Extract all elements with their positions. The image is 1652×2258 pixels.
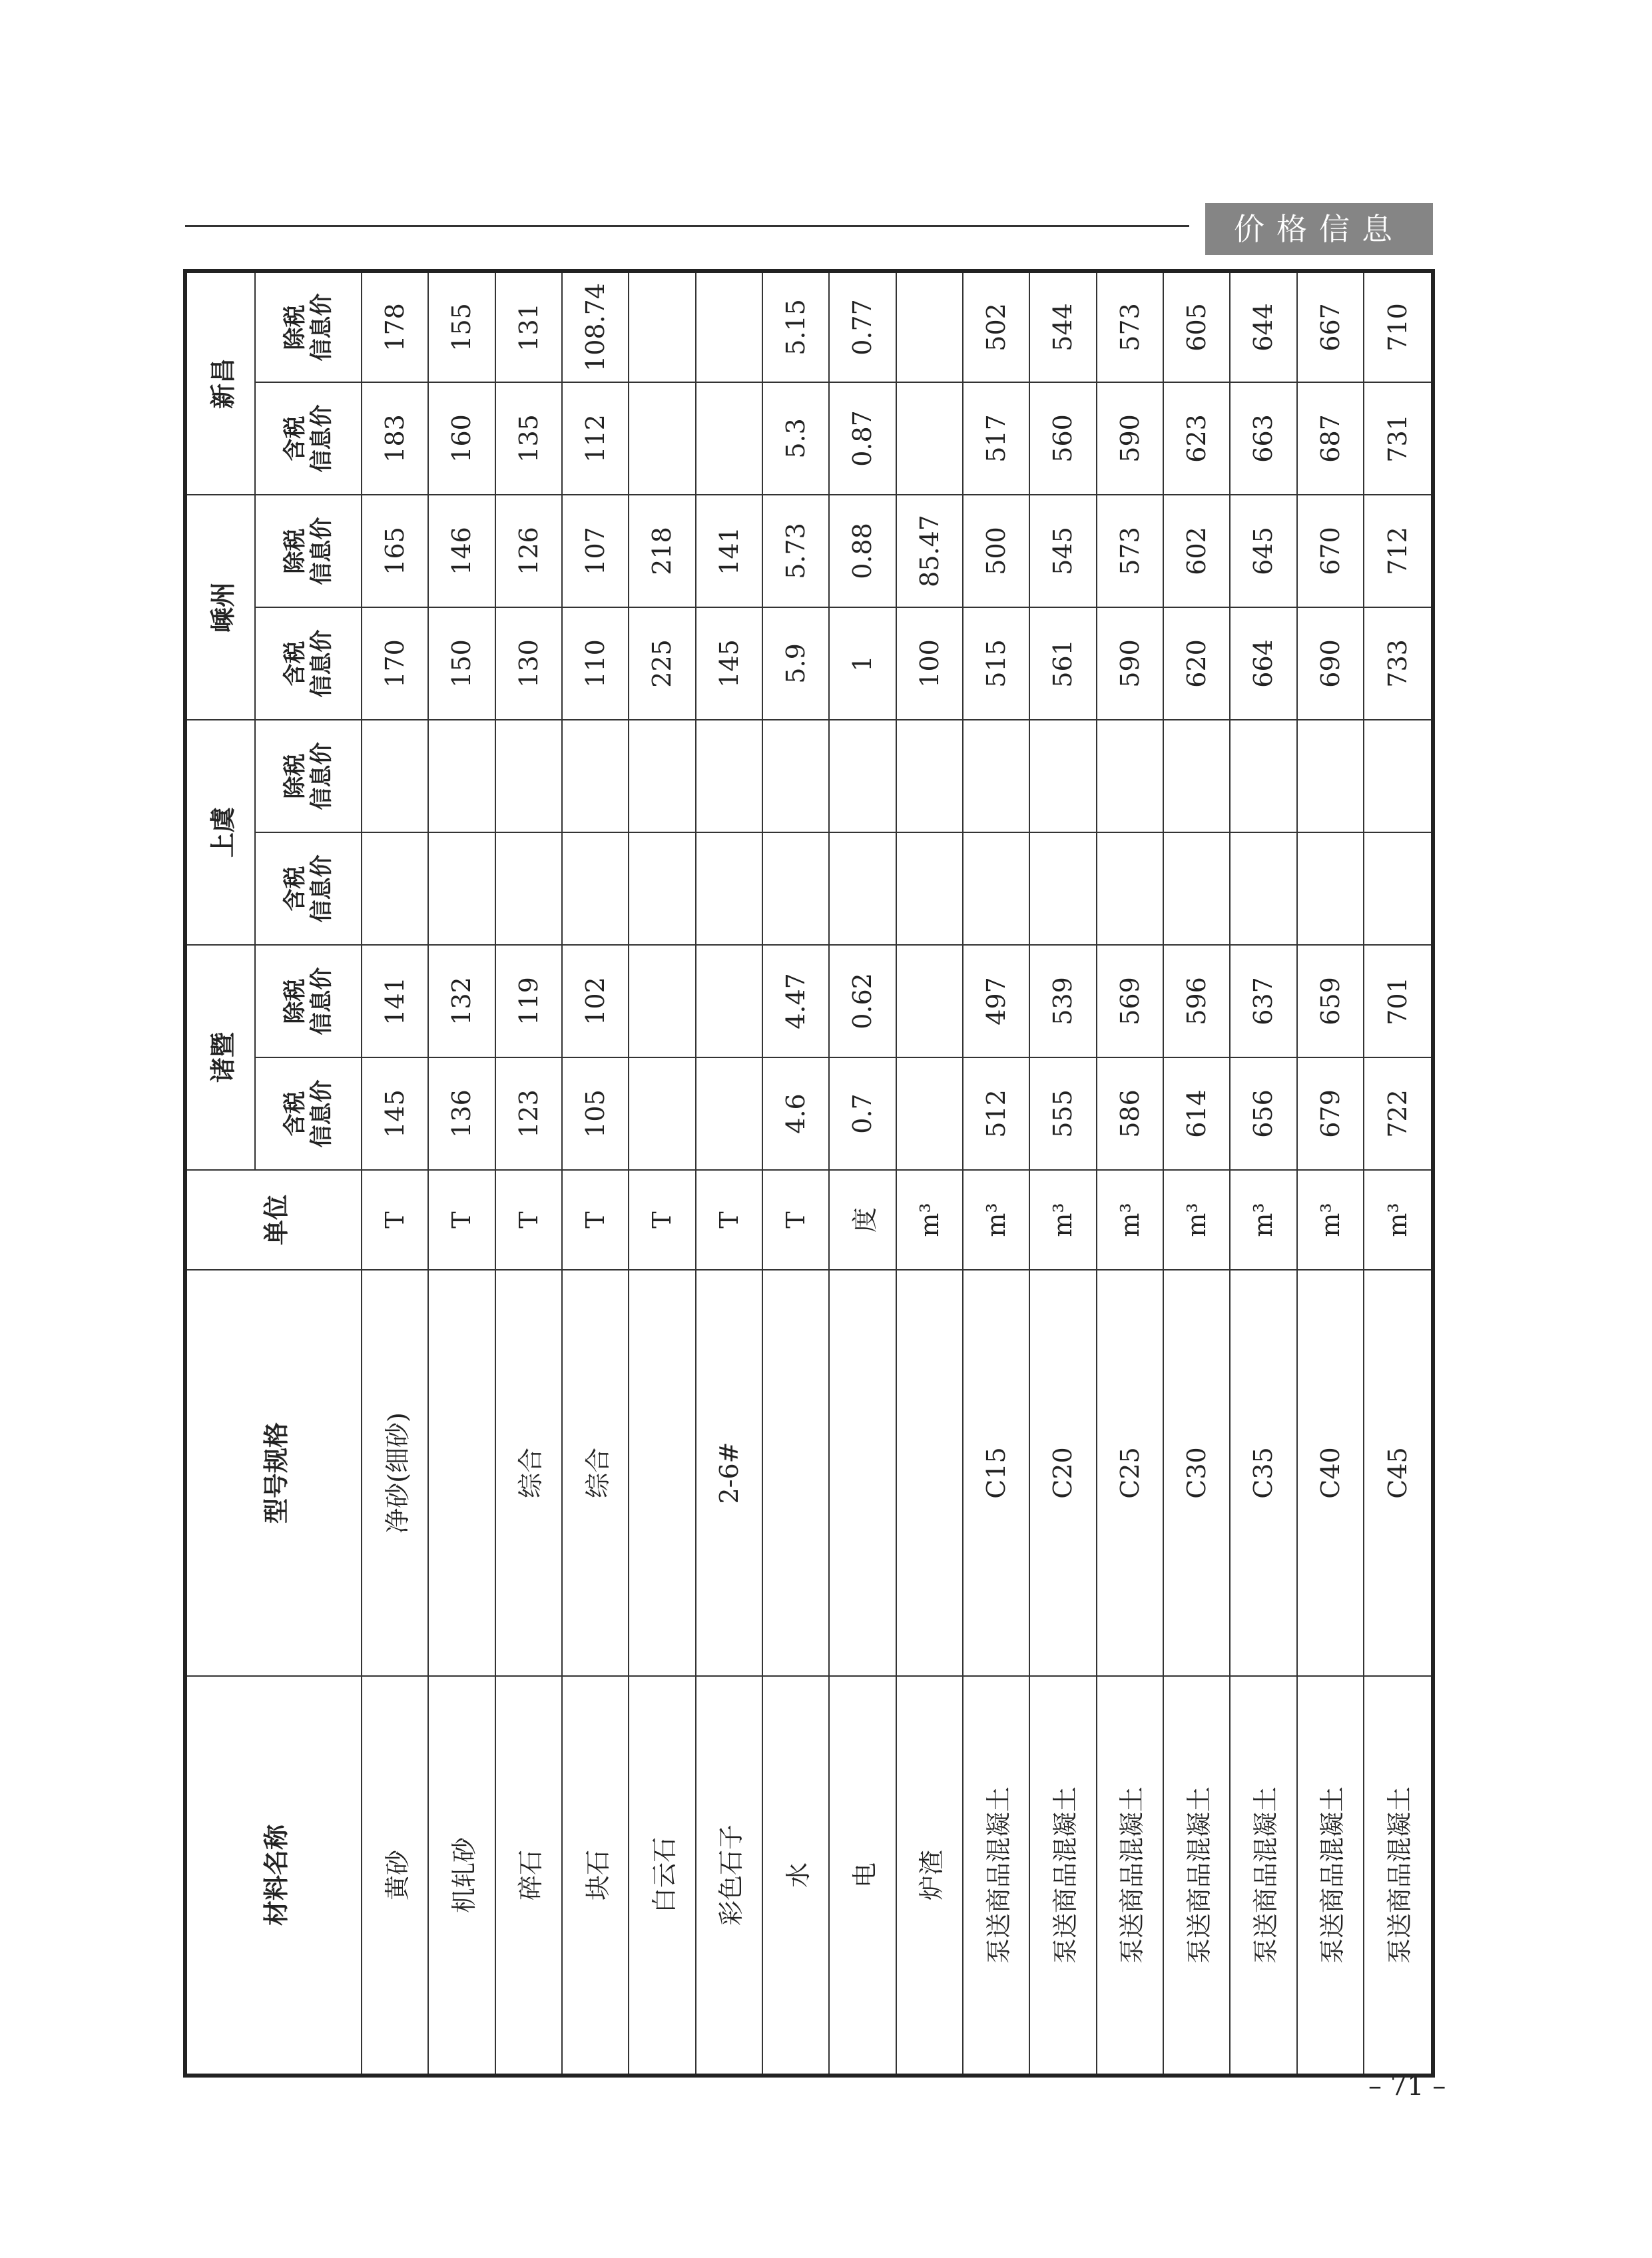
cell-price: 145 bbox=[696, 607, 762, 720]
cell-price: 131 bbox=[495, 271, 562, 382]
header-tax-incl: 含税 信息价 bbox=[255, 832, 362, 945]
cell-price: 512 bbox=[963, 1057, 1029, 1170]
cell-price bbox=[428, 832, 495, 945]
table-row bbox=[829, 271, 896, 2076]
cell-unit: T bbox=[428, 1170, 495, 1270]
cell-material-name: 泵送商品混凝土 bbox=[1097, 1676, 1163, 2076]
table-row bbox=[428, 271, 495, 2076]
cell-spec bbox=[762, 1270, 829, 1676]
cell-material-name: 水 bbox=[762, 1676, 829, 2076]
cell-price: 659 bbox=[1297, 945, 1364, 1057]
cell-spec: C45 bbox=[1364, 1270, 1433, 1676]
cell-price bbox=[963, 832, 1029, 945]
cell-price bbox=[829, 720, 896, 832]
cell-unit: 度 bbox=[829, 1170, 896, 1270]
cell-price: 679 bbox=[1297, 1057, 1364, 1170]
cell-price: 5.9 bbox=[762, 607, 829, 720]
cell-price: 85.47 bbox=[896, 495, 963, 607]
cell-price: 5.3 bbox=[762, 382, 829, 495]
cell-material-name: 白云石 bbox=[629, 1676, 695, 2076]
cell-unit: T bbox=[696, 1170, 762, 1270]
cell-price bbox=[1230, 832, 1296, 945]
cell-material-name: 泵送商品混凝土 bbox=[1029, 1676, 1096, 2076]
cell-unit: T bbox=[495, 1170, 562, 1270]
cell-price: 4.47 bbox=[762, 945, 829, 1057]
table-row bbox=[1097, 271, 1163, 2076]
cell-price: 150 bbox=[428, 607, 495, 720]
header-region-xinchang: 新昌 bbox=[185, 271, 255, 495]
table-row bbox=[495, 271, 562, 2076]
header-region-zhuji: 诸暨 bbox=[185, 945, 255, 1170]
table-row bbox=[562, 271, 629, 2076]
cell-price: 731 bbox=[1364, 382, 1433, 495]
cell-price bbox=[696, 945, 762, 1057]
cell-price bbox=[629, 382, 695, 495]
cell-price: 733 bbox=[1364, 607, 1433, 720]
cell-price: 656 bbox=[1230, 1057, 1296, 1170]
cell-price bbox=[562, 832, 629, 945]
cell-price: 573 bbox=[1097, 495, 1163, 607]
cell-price: 667 bbox=[1297, 271, 1364, 382]
cell-price: 100 bbox=[896, 607, 963, 720]
cell-price bbox=[896, 945, 963, 1057]
cell-price: 590 bbox=[1097, 382, 1163, 495]
cell-unit: T bbox=[762, 1170, 829, 1270]
cell-price: 141 bbox=[362, 945, 428, 1057]
cell-price: 135 bbox=[495, 382, 562, 495]
cell-price: 517 bbox=[963, 382, 1029, 495]
cell-spec bbox=[896, 1270, 963, 1676]
cell-price: 170 bbox=[362, 607, 428, 720]
cell-price: 145 bbox=[362, 1057, 428, 1170]
cell-price: 155 bbox=[428, 271, 495, 382]
cell-price: 573 bbox=[1097, 271, 1163, 382]
cell-price: 701 bbox=[1364, 945, 1433, 1057]
cell-unit: m³ bbox=[1097, 1170, 1163, 1270]
table-row bbox=[963, 271, 1029, 2076]
cell-spec bbox=[629, 1270, 695, 1676]
cell-price: 5.73 bbox=[762, 495, 829, 607]
cell-price bbox=[629, 720, 695, 832]
cell-price bbox=[762, 720, 829, 832]
table-row bbox=[696, 271, 762, 2076]
price-table-body bbox=[362, 271, 1433, 2076]
header-region-shangyu: 上虞 bbox=[185, 720, 255, 945]
cell-unit: m³ bbox=[1230, 1170, 1296, 1270]
cell-price bbox=[1364, 832, 1433, 945]
cell-unit: m³ bbox=[1364, 1170, 1433, 1270]
cell-price bbox=[696, 720, 762, 832]
cell-price: 183 bbox=[362, 382, 428, 495]
cell-price: 146 bbox=[428, 495, 495, 607]
cell-unit: m³ bbox=[1297, 1170, 1364, 1270]
price-table-frame bbox=[183, 273, 1435, 2078]
cell-material-name: 彩色石子 bbox=[696, 1676, 762, 2076]
cell-price: 107 bbox=[562, 495, 629, 607]
cell-material-name: 泵送商品混凝土 bbox=[1297, 1676, 1364, 2076]
cell-price: 0.87 bbox=[829, 382, 896, 495]
header-spec: 型号规格 bbox=[185, 1270, 362, 1676]
cell-price bbox=[629, 1057, 695, 1170]
cell-price: 560 bbox=[1029, 382, 1096, 495]
cell-price bbox=[562, 720, 629, 832]
cell-price: 545 bbox=[1029, 495, 1096, 607]
header-tax-excl: 除税 信息价 bbox=[255, 271, 362, 382]
cell-price: 515 bbox=[963, 607, 1029, 720]
cell-material-name: 黄砂 bbox=[362, 1676, 428, 2076]
cell-price bbox=[1364, 720, 1433, 832]
table-row bbox=[762, 271, 829, 2076]
cell-price bbox=[362, 832, 428, 945]
cell-price bbox=[696, 1057, 762, 1170]
header-tax-excl: 除税 信息价 bbox=[255, 495, 362, 607]
cell-price bbox=[1029, 720, 1096, 832]
cell-material-name: 泵送商品混凝土 bbox=[963, 1676, 1029, 2076]
cell-material-name: 机轧砂 bbox=[428, 1676, 495, 2076]
cell-price: 5.15 bbox=[762, 271, 829, 382]
cell-price bbox=[829, 832, 896, 945]
cell-price: 644 bbox=[1230, 271, 1296, 382]
cell-price: 0.88 bbox=[829, 495, 896, 607]
cell-price bbox=[495, 832, 562, 945]
cell-unit: T bbox=[562, 1170, 629, 1270]
cell-price bbox=[1163, 832, 1230, 945]
cell-price: 544 bbox=[1029, 271, 1096, 382]
cell-spec: C20 bbox=[1029, 1270, 1096, 1676]
cell-price bbox=[629, 832, 695, 945]
table-row bbox=[629, 271, 695, 2076]
cell-price: 0.7 bbox=[829, 1057, 896, 1170]
cell-price: 136 bbox=[428, 1057, 495, 1170]
cell-price: 710 bbox=[1364, 271, 1433, 382]
cell-spec: C30 bbox=[1163, 1270, 1230, 1676]
cell-price: 637 bbox=[1230, 945, 1296, 1057]
cell-price: 645 bbox=[1230, 495, 1296, 607]
cell-price: 620 bbox=[1163, 607, 1230, 720]
header-rule bbox=[185, 225, 1189, 227]
cell-price: 614 bbox=[1163, 1057, 1230, 1170]
header-tax-incl: 含税 信息价 bbox=[255, 607, 362, 720]
cell-price bbox=[1230, 720, 1296, 832]
cell-price bbox=[428, 720, 495, 832]
cell-price bbox=[896, 271, 963, 382]
table-row bbox=[1163, 271, 1230, 2076]
cell-price: 141 bbox=[696, 495, 762, 607]
header-unit: 单位 bbox=[185, 1170, 362, 1270]
cell-price: 108.74 bbox=[562, 271, 629, 382]
cell-price: 1 bbox=[829, 607, 896, 720]
cell-price: 110 bbox=[562, 607, 629, 720]
cell-price: 690 bbox=[1297, 607, 1364, 720]
cell-price bbox=[362, 720, 428, 832]
cell-price bbox=[696, 832, 762, 945]
cell-unit: T bbox=[629, 1170, 695, 1270]
cell-price: 0.62 bbox=[829, 945, 896, 1057]
table-row bbox=[1297, 271, 1364, 2076]
cell-spec bbox=[428, 1270, 495, 1676]
cell-price: 712 bbox=[1364, 495, 1433, 607]
cell-price: 132 bbox=[428, 945, 495, 1057]
cell-spec bbox=[829, 1270, 896, 1676]
cell-price bbox=[696, 271, 762, 382]
cell-price bbox=[1097, 832, 1163, 945]
cell-price bbox=[1097, 720, 1163, 832]
table-row bbox=[1029, 271, 1096, 2076]
table-row bbox=[362, 271, 428, 2076]
cell-price bbox=[1297, 720, 1364, 832]
table-row bbox=[1230, 271, 1296, 2076]
cell-price bbox=[896, 382, 963, 495]
header-tax-excl: 除税 信息价 bbox=[255, 720, 362, 832]
cell-price: 602 bbox=[1163, 495, 1230, 607]
cell-spec: 2-6# bbox=[696, 1270, 762, 1676]
cell-price: 119 bbox=[495, 945, 562, 1057]
header-tax-incl: 含税 信息价 bbox=[255, 382, 362, 495]
cell-spec: C40 bbox=[1297, 1270, 1364, 1676]
cell-price: 497 bbox=[963, 945, 1029, 1057]
cell-price: 102 bbox=[562, 945, 629, 1057]
cell-price: 130 bbox=[495, 607, 562, 720]
cell-price: 539 bbox=[1029, 945, 1096, 1057]
cell-price: 225 bbox=[629, 607, 695, 720]
header-tax-excl: 除税 信息价 bbox=[255, 945, 362, 1057]
cell-unit: T bbox=[362, 1170, 428, 1270]
cell-unit: m³ bbox=[896, 1170, 963, 1270]
cell-price: 165 bbox=[362, 495, 428, 607]
cell-price: 670 bbox=[1297, 495, 1364, 607]
cell-price bbox=[495, 720, 562, 832]
cell-price: 722 bbox=[1364, 1057, 1433, 1170]
section-title: 价格信息 bbox=[1205, 203, 1433, 255]
header-tax-incl: 含税 信息价 bbox=[255, 1057, 362, 1170]
cell-material-name: 电 bbox=[829, 1676, 896, 2076]
cell-price: 178 bbox=[362, 271, 428, 382]
cell-spec: 净砂(细砂) bbox=[362, 1270, 428, 1676]
table-row bbox=[896, 271, 963, 2076]
cell-price: 663 bbox=[1230, 382, 1296, 495]
cell-price: 0.77 bbox=[829, 271, 896, 382]
price-table bbox=[183, 269, 1435, 2078]
cell-unit: m³ bbox=[1029, 1170, 1096, 1270]
cell-price: 596 bbox=[1163, 945, 1230, 1057]
cell-material-name: 泵送商品混凝土 bbox=[1230, 1676, 1296, 2076]
cell-price: 664 bbox=[1230, 607, 1296, 720]
cell-spec: C35 bbox=[1230, 1270, 1296, 1676]
page-number: – 71 – bbox=[1368, 2071, 1446, 2102]
cell-price bbox=[629, 945, 695, 1057]
cell-price: 126 bbox=[495, 495, 562, 607]
cell-price: 569 bbox=[1097, 945, 1163, 1057]
cell-price bbox=[1029, 832, 1096, 945]
cell-price bbox=[896, 1057, 963, 1170]
cell-price: 500 bbox=[963, 495, 1029, 607]
cell-spec: C25 bbox=[1097, 1270, 1163, 1676]
cell-price: 623 bbox=[1163, 382, 1230, 495]
cell-price bbox=[896, 720, 963, 832]
cell-material-name: 炉渣 bbox=[896, 1676, 963, 2076]
cell-price bbox=[696, 382, 762, 495]
cell-price bbox=[963, 720, 1029, 832]
cell-price: 123 bbox=[495, 1057, 562, 1170]
cell-material-name: 泵送商品混凝土 bbox=[1364, 1676, 1433, 2076]
cell-spec: 综合 bbox=[562, 1270, 629, 1676]
cell-price bbox=[1297, 832, 1364, 945]
cell-unit: m³ bbox=[1163, 1170, 1230, 1270]
cell-spec: C15 bbox=[963, 1270, 1029, 1676]
cell-price: 112 bbox=[562, 382, 629, 495]
cell-price: 4.6 bbox=[762, 1057, 829, 1170]
cell-material-name: 泵送商品混凝土 bbox=[1163, 1676, 1230, 2076]
cell-price: 590 bbox=[1097, 607, 1163, 720]
header-material: 材料名称 bbox=[185, 1676, 362, 2076]
cell-price: 160 bbox=[428, 382, 495, 495]
cell-spec: 综合 bbox=[495, 1270, 562, 1676]
table-row bbox=[1364, 271, 1433, 2076]
cell-price: 555 bbox=[1029, 1057, 1096, 1170]
cell-price bbox=[1163, 720, 1230, 832]
cell-material-name: 块石 bbox=[562, 1676, 629, 2076]
cell-price bbox=[629, 271, 695, 382]
cell-price: 605 bbox=[1163, 271, 1230, 382]
header-region-shengzhou: 嵊州 bbox=[185, 495, 255, 720]
cell-price: 502 bbox=[963, 271, 1029, 382]
cell-price: 105 bbox=[562, 1057, 629, 1170]
cell-price: 218 bbox=[629, 495, 695, 607]
cell-price: 561 bbox=[1029, 607, 1096, 720]
cell-price: 687 bbox=[1297, 382, 1364, 495]
cell-price: 586 bbox=[1097, 1057, 1163, 1170]
cell-price bbox=[762, 832, 829, 945]
cell-material-name: 碎石 bbox=[495, 1676, 562, 2076]
cell-price bbox=[896, 832, 963, 945]
cell-unit: m³ bbox=[963, 1170, 1029, 1270]
